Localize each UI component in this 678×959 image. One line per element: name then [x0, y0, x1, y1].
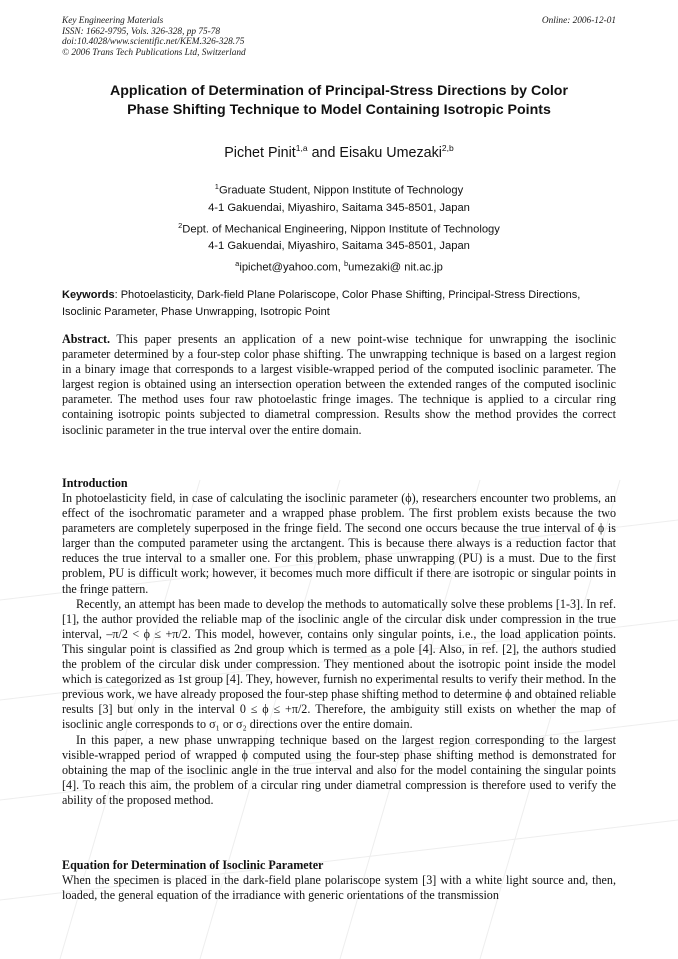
affiliation-line-2: 4-1 Gakuendai, Miyashiro, Saitama 345-8501, Japan [208, 201, 470, 214]
affiliations [62, 178, 616, 277]
author-emails [62, 255, 616, 277]
affiliation-line-1 [62, 178, 616, 200]
author-conjunction: and [307, 144, 340, 161]
journal-copyright: © 2006 Trans Tech Publications Ltd, Switzerland [62, 47, 246, 58]
keywords [62, 287, 616, 320]
online-date: Online: 2006-12-01 [541, 16, 616, 26]
author-2: Eisaku Umezaki [339, 144, 442, 161]
keywords-text: Photoelasticity, Dark-field Plane Polariscope, Color Phase Shifting, Principal-Stress Directions, Isoclinic Parameter, Phase Unwrapping, Isotropic Point [62, 289, 581, 318]
abstract [62, 332, 616, 438]
email-a-mark: a [235, 259, 240, 269]
introduction-paragraph-2: Recently, an attempt has been made to develop the methods to automatically solve these problems [1-3]. In ref. [1], the author provided the reliable map of the isoclinic angle of the circular disk under compression in the true interval, –π/2 < ϕ ≤ +π/2. This model, however, contains only singular points, i.e., the load application points. This singular point is classified as 2nd group which is termed as a pole [4]. Also, in ref. [2], the authors studied the problem of the circular disk under compression. They mentioned about the isotropic point inside the model which is categorized as 1st group [4]. They, however, furnish no experimental results to verify their method. In the previous work, we have already proposed the four-step phase shifting method to determine ϕ and obtained reliable results [3] but only in the interval 0 ≤ ϕ ≤ +π/2. Therefore, the ambiguity still exists on whether the map of isoclinic angle corresponds to σ₁ or σ₂ directions over the entire domain. [62, 596, 616, 732]
affiliation-1-mark: 1 [214, 182, 219, 191]
email-a[interactable]: ipichet@yahoo.com, [239, 262, 344, 275]
author-list [62, 143, 616, 161]
equation-section-heading: Equation for Determination of Isoclinic Parameter [62, 858, 324, 872]
paper-title-line-1: Application of Determination of Principal-Stress Directions by Color [109, 83, 568, 99]
introduction-heading: Introduction [62, 476, 128, 490]
abstract-label: Abstract. [62, 332, 111, 346]
author-1: Pichet Pinit [224, 144, 296, 161]
email-b[interactable]: umezaki@ nit.ac.jp [348, 262, 443, 275]
journal-issn: ISSN: 1662-9795, Vols. 326-328, pp 75-78 [62, 26, 221, 37]
keywords-label: Keywords [62, 289, 115, 301]
introduction-paragraph-3: In this paper, a new phase unwrapping technique based on the largest region corresponding to the largest visible-wrapped period of wrapped ϕ computed using the four-step phase shifting method is demonstrated for obtaining the map of the isoclinic angle in the true interval and also for the model containing the singular points [4]. To reach this aim, the problem of a circular ring under diametral compression is therefore used to verify the ability of the proposed method. [62, 732, 616, 807]
email-b-mark: b [343, 259, 349, 269]
affiliation-line-4: 4-1 Gakuendai, Miyashiro, Saitama 345-8501, Japan [208, 240, 470, 253]
affiliation-2-mark: 2 [178, 220, 183, 230]
keywords-colon: : [114, 289, 121, 301]
journal-doi[interactable]: doi:10.4028/www.scientific.net/KEM.326-328.75 [62, 37, 245, 48]
author-1-affiliation-mark: 1,a [295, 143, 308, 153]
equation-section-body [62, 873, 616, 903]
journal-header [62, 16, 246, 58]
journal-name: Key Engineering Materials [62, 16, 164, 26]
affiliation-line-3 [62, 217, 616, 239]
affiliation-1-text: Graduate Student, Nippon Institute of Technology [218, 184, 464, 197]
introduction-body [62, 491, 616, 808]
abstract-text: This paper presents an application of a new point-wise technique for unwrapping the isoclinic parameter determined by a four-step color phase shifting. The unwrapping technique is based on a largest region in a binary image that corresponds to a largest visible-wrapped period of the computed isoclinic parameter. The largest region is obtained using an intersection operation between the extended ranges of the computed isoclinic parameter. The method uses four raw photoelastic fringe images. The technique is applied to a circular ring containing isotropic points subjected to diametral compression. Results show the method provides the correct isoclinic parameter in the true interval over the entire domain. [62, 332, 616, 437]
equation-section-paragraph-1: When the specimen is placed in the dark-field plane polariscope system [3] with a white light source and, then, loaded, the general equation of the irradiance with generic orientations of the transmission [62, 873, 616, 903]
paper-title-line-2: Phase Shifting Technique to Model Containing Isotropic Points [127, 102, 551, 118]
affiliation-2-text: Dept. of Mechanical Engineering, Nippon Institute of Technology [182, 223, 500, 236]
introduction-paragraph-1: In photoelasticity field, in case of calculating the isoclinic parameter (ϕ), researchers encounter two problems, an effect of the isochromatic parameter and a wrapped phase problem. The first problem exists because the two parameters are completely superposed in the fringe field. The second one occurs because the true interval of ϕ is larger than the computed parameter using the arctangent. This is because there always is a reduction factor that reduces the true interval to a smaller one. For this problem, phase unwrapping (PU) is a must. Due to the first problem, PU is difficult work; however, it becomes much more difficult if there are isotropic or singular points in the fringe pattern. [62, 491, 616, 596]
author-2-affiliation-mark: 2,b [441, 143, 454, 153]
paper-title [62, 82, 616, 120]
